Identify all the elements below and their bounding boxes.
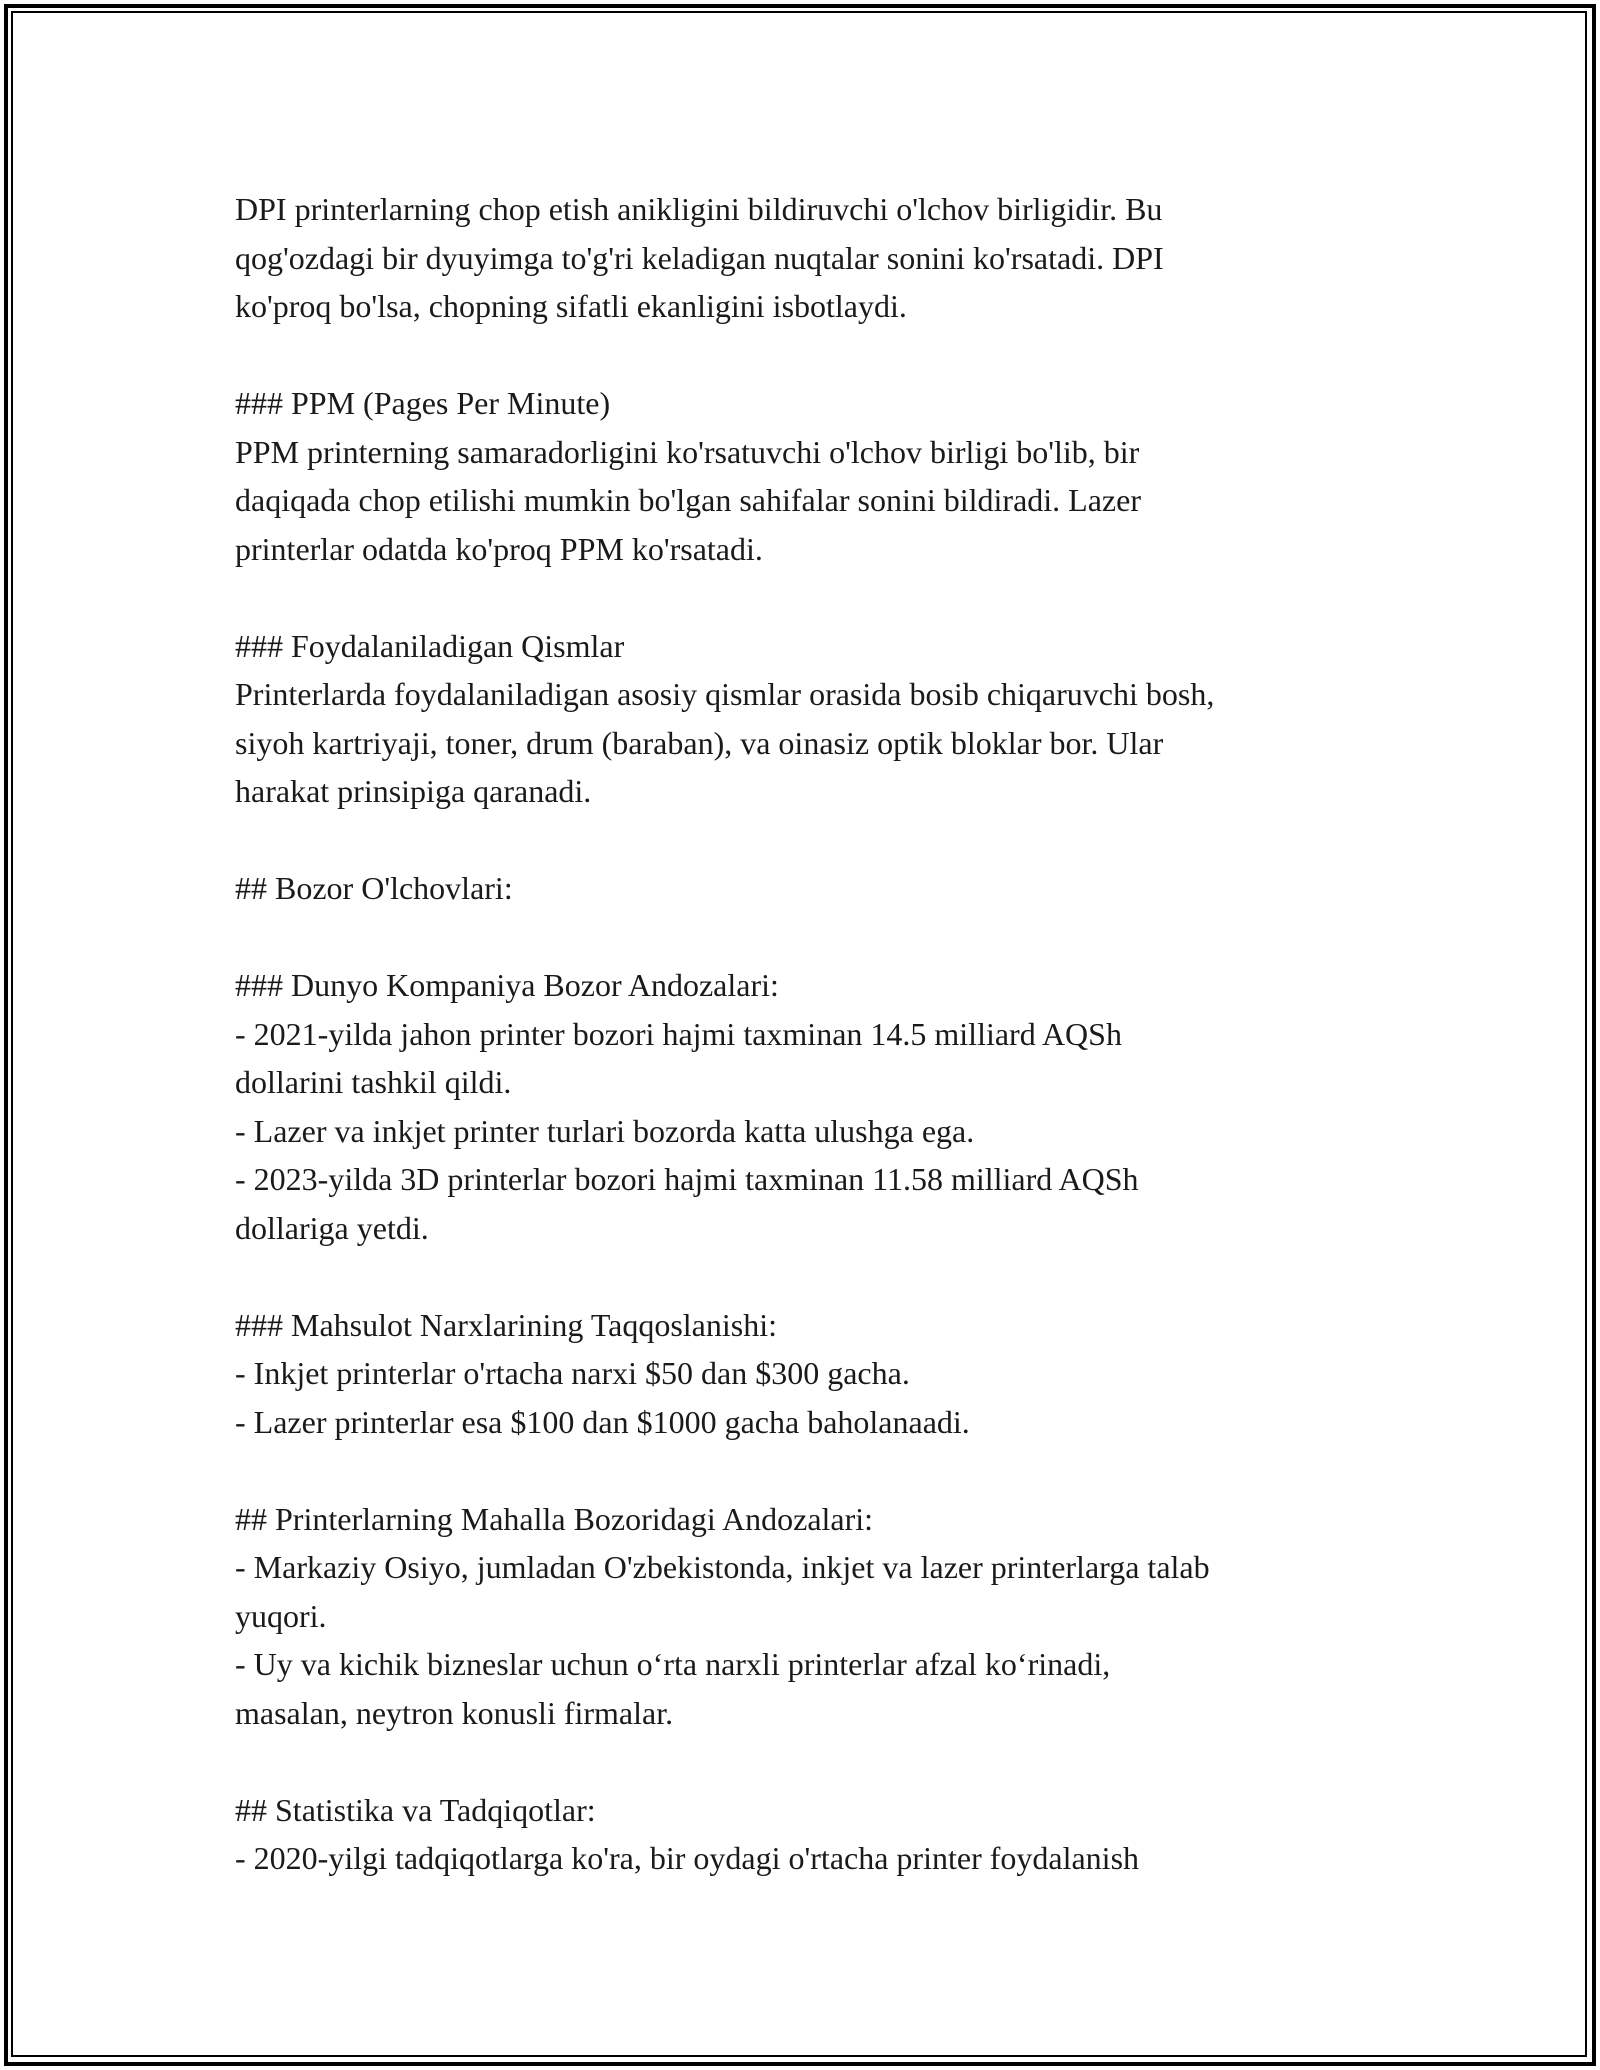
bullet-line: - 2020-yilgi tadqiqotlarga ko'ra, bir oydagi o'rtacha printer foydalanish <box>235 1840 1140 1876</box>
blank-line <box>235 1737 1405 1786</box>
text-line: DPI printerlarning chop etish anikligini bildiruvchi o'lchov birligidir. Bu <box>235 191 1163 227</box>
section-heading: ## Bozor O'lchovlari: <box>235 870 513 906</box>
text-line: harakat prinsipiga qaranadi. <box>235 773 592 809</box>
subsection-heading: ### Foydalaniladigan Qismlar <box>235 627 625 664</box>
text-line: dollariga yetdi. <box>235 1209 429 1246</box>
text-line: yuqori. <box>235 1597 327 1634</box>
bullet-line: - Markaziy Osiyo, jumladan O'zbekistonda, inkjet va lazer printerlarga talab <box>235 1549 1210 1585</box>
blank-line <box>235 1446 1405 1495</box>
bullet-line: - 2023-yilda 3D printerlar bozori hajmi taxminan 11.58 milliard AQSh <box>235 1161 1139 1197</box>
text-line: printerlar odatda ko'proq PPM ko'rsatadi. <box>235 530 763 567</box>
subsection-heading: ### Dunyo Kompaniya Bozor Andozalari: <box>235 967 779 1003</box>
blank-line <box>235 331 1405 380</box>
subsection-heading: ### Mahsulot Narxlarining Taqqoslanishi: <box>235 1306 777 1343</box>
blank-line <box>235 573 1405 622</box>
bullet-line: - Lazer printerlar esa $100 dan $1000 gacha baholanaadi. <box>235 1403 970 1440</box>
text-line: Printerlarda foydalaniladigan asosiy qismlar orasida bosib chiqaruvchi bosh, <box>235 676 1215 712</box>
text-line: masalan, neytron konusli firmalar. <box>235 1694 674 1731</box>
text-line: qog'ozdagi bir dyuyimga to'g'ri keladigan nuqtalar sonini ko'rsatadi. DPI <box>235 239 1164 276</box>
bullet-line: - Lazer va inkjet printer turlari bozorda katta ulushga ega. <box>235 1112 975 1149</box>
text-line: daqiqada chop etilishi mumkin bo'lgan sahifalar sonini bildiradi. Lazer <box>235 482 1141 518</box>
text-line: dollarini tashkil qildi. <box>235 1064 512 1100</box>
text-line: ko'proq bo'lsa, chopning sifatli ekanligini isbotlaydi. <box>235 288 907 324</box>
text-line: siyoh kartriyaji, toner, drum (baraban), va oinasiz optik bloklar bor. Ular <box>235 724 1164 761</box>
subsection-heading: ### PPM (Pages Per Minute) <box>235 385 611 421</box>
bullet-line: - Inkjet printerlar o'rtacha narxi $50 dan $300 gacha. <box>235 1355 910 1391</box>
section-heading: ## Statistika va Tadqiqotlar: <box>235 1791 596 1828</box>
bullet-line: - Uy va kichik bizneslar uchun o‘rta narxli printerlar afzal ko‘rinadi, <box>235 1646 1111 1682</box>
section-heading: ## Printerlarning Mahalla Bozoridagi Andozalari: <box>235 1500 874 1537</box>
blank-line <box>235 816 1405 865</box>
blank-line <box>235 1252 1405 1301</box>
document-body <box>235 185 1405 1883</box>
bullet-line: - 2021-yilda jahon printer bozori hajmi taxminan 14.5 milliard AQSh <box>235 1015 1122 1052</box>
blank-line <box>235 913 1405 962</box>
text-line: PPM printerning samaradorligini ko'rsatuvchi o'lchov birligi bo'lib, bir <box>235 433 1140 470</box>
